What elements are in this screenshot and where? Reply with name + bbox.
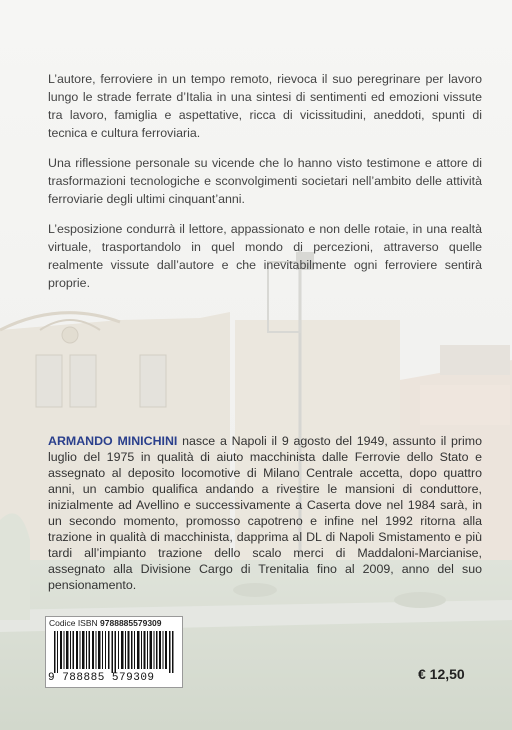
isbn-number: 9788885579309: [100, 618, 162, 628]
author-biography: [48, 433, 482, 593]
barcode-digits: 9 788885 579309: [48, 672, 155, 684]
isbn-label: Codice ISBN: [49, 618, 98, 628]
synopsis-paragraph-2: Una riflessione personale su vicende che lo hanno visto testimone e attore di trasformazioni tecnologiche e sconvolgimenti societari nell’ambito delle attività ferroviarie degli ultimi cinquant’anni.: [48, 156, 482, 206]
author-name: ARMANDO MINICHINI: [48, 434, 178, 448]
synopsis-paragraph-1: L’autore, ferroviere in un tempo remoto, rievoca il suo peregrinare per lavoro lungo le strade ferrate d’Italia in una sintesi di sentimenti ed emozioni vissute tra lavoro, famiglia e aspettative, ricca di vicissitudini, aneddoti, spunti di tecnica e cultura ferroviaria.: [48, 72, 482, 140]
barcode-bars-icon: [52, 631, 176, 673]
synopsis: [48, 70, 482, 304]
isbn-barcode: [45, 616, 183, 688]
price: € 12,50: [418, 666, 465, 682]
synopsis-paragraph-3: L’esposizione condurrà il lettore, appassionato e non delle rotaie, in una realtà virtuale, trasportandolo in quel mondo di percezioni, attraverso quelle realmente vissute dall’autore e che inevitabilmente ogni ferroviere sentirà proprie.: [48, 222, 482, 290]
author-bio-text: nasce a Napoli il 9 agosto del 1949, assunto il primo luglio del 1975 in qualità di aiuto macchinista dalle Ferrovie dello Stato e assegnato al deposito locomotive di Milano Centrale accetta, dopo quattro anni, un cambio qualifica andando a rivestire le mansioni di conduttore, inizialmente ad Avellino e successivamente a Caserta dove nel 1984 sarà, in un secondo momento, promosso capotreno e infine nel 1992 ritorna alla trazione in qualità di macchinista, dapprima al DL di Napoli Smistamento e più tardi all’impianto trazione dello scalo merci di Maddaloni-Marcianise, assegnato alla Divisione Cargo di Trenitalia fino al 2009, anno del suo pensionamento.: [48, 434, 482, 592]
isbn-label-row: [49, 618, 162, 628]
